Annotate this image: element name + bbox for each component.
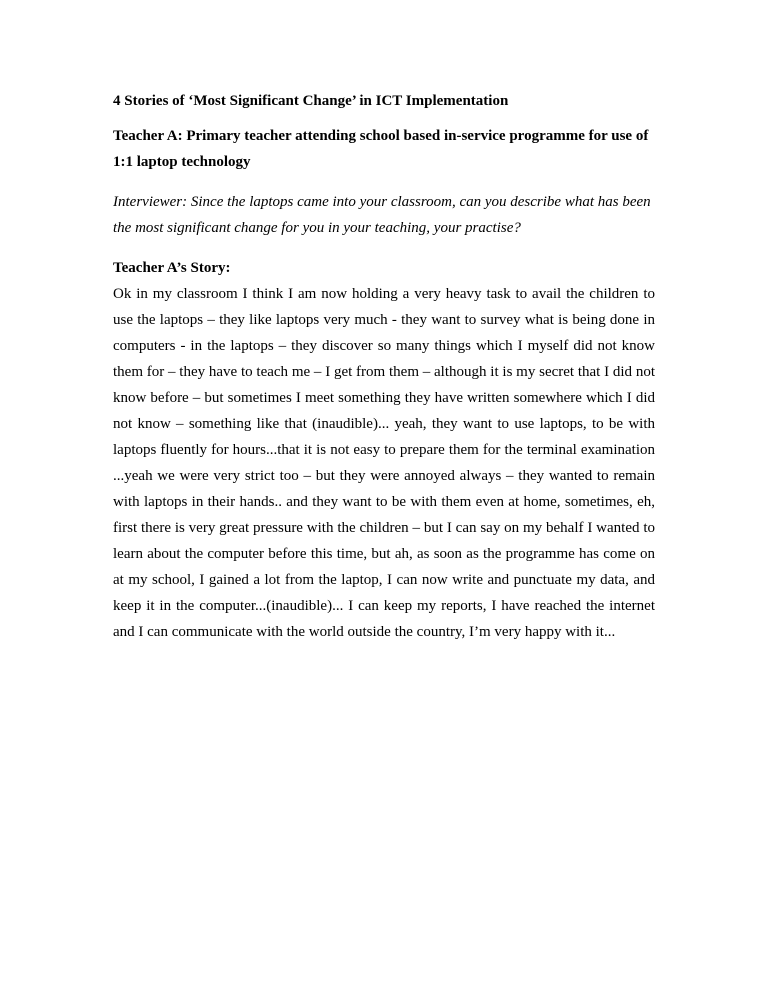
story-body: Ok in my classroom I think I am now holding a very heavy task to avail the children to use the laptops – they like laptops very much - they want to survey what is being done in computers - in the laptops – they discover so many things which I myself did not know them for – they have to teach me – I get from them – although it is my secret that I did not know before – but sometimes I meet something they have written somewhere which I did not know – something like that (inaudible)... yeah, they want to use laptops, to be with laptops fluently for hours...that it is not easy to prepare them for the terminal examination ...yeah we were very strict too – but they were annoyed always – they wanted to remain with laptops in their hands.. and they want to be with them even at home, sometimes, eh, first there is very great pressure with the children – but I can say on my behalf I wanted to learn about the computer before this time, but ah, as soon as the programme has come on at my school, I gained a lot from the laptop, I can now write and punctuate my data, and keep it in the computer...(inaudible)... I can keep my reports, I have reached the internet and I can communicate with the world outside the country, I’m very happy with it... <box>113 286 655 640</box>
document-title: 4 Stories of ‘Most Significant Change’ in ICT Implementation <box>113 93 509 109</box>
interviewer-question: Interviewer: Since the laptops came into your classroom, can you describe what has been the most significant change for you in your teaching, your practise? <box>113 194 651 236</box>
teacher-a-heading: Teacher A: Primary teacher attending school based in-service programme for use of 1:1 laptop technology <box>113 128 649 170</box>
story-heading: Teacher A’s Story: <box>113 260 231 276</box>
